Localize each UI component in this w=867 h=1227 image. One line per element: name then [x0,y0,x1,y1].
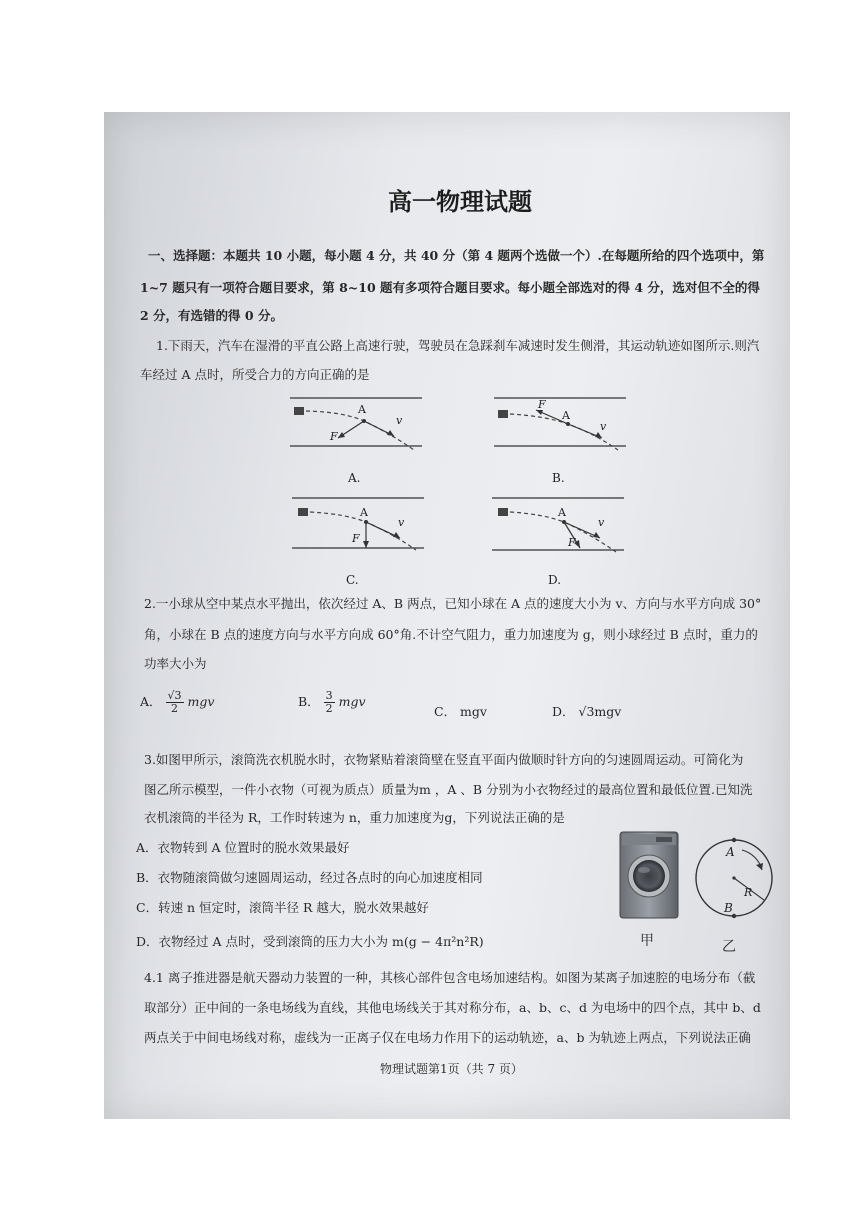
q1-figure-c-point-label: A [360,506,368,519]
figure-yi-label: 乙 [722,939,736,955]
q3-option-c: C．转速 n 恒定时，滚筒半径 R 越大，脱水效果越好 [136,900,429,915]
q1-figure-a-force-label: F [330,430,338,443]
q3-option-b: B．衣物随滚筒做匀速圆周运动，经过各点时的向心加速度相同 [136,870,483,885]
washing-machine-image [618,830,680,920]
q2-text-line-1: 2.一小球从空中某点水平抛出，依次经过 A、B 两点，已知小球在 A 点的速度大小为 v、方向与水平方向成 30° [144,596,762,611]
q1-figure-c-caption: C. [346,573,359,587]
q1-figure-d-force-label: F [568,536,576,549]
circle-point-a-label: A [726,845,735,859]
q1-figure-a [286,390,426,486]
q1-figure-d-point-label: A [558,506,566,519]
q1-figure-c [288,492,428,588]
q2-option-a: A． $\frac{√3}{2}$ mgv [140,689,215,715]
q3-text-line-2: 图乙所示模型，一件小衣物（可视为质点）质量为m ，A 、B 分别为小衣物经过的最高位置和最低位置.已知洗 [144,782,753,797]
circle-radius-label: R [744,886,753,899]
section-instruction-line-1: 一、选择题：本题共 10 小题，每小题 4 分，共 40 分（第 4 题两个选做一个）.在每题所给的四个选项中，第 [148,248,765,263]
q1-figure-a-point-label: A [358,403,366,416]
q3-text-line-1: 3.如图甲所示，滚筒洗衣机脱水时，衣物紧贴着滚筒壁在竖直平面内做顺时针方向的匀速圆周运动。可简化为 [144,752,744,767]
exam-page [104,112,790,1119]
figure-jia-label: 甲 [640,933,654,949]
q1-figure-b [490,390,630,486]
page-footer: 物理试题第1页（共 7 页） [380,1062,523,1076]
q3-text-line-3: 衣机滚筒的半径为 R，工作时转速为 n，重力加速度为g，下列说法正确的是 [144,810,565,825]
q4-text-line-1: 4.1 离子推进器是航天器动力装置的一种，其核心部件包含电场加速结构。如图为某离子加速腔的电场分布（截 [144,970,756,985]
q2-option-c: C． mgv [434,704,487,719]
q3-option-d: D．衣物经过 A 点时，受到滚筒的压力大小为 m(g − 4π²n²R) [136,934,484,949]
q2-text-line-3: 功率大小为 [144,656,207,671]
q2-text-line-2: 角，小球在 B 点的速度方向与水平方向成 60°角.不计空气阻力，重力加速度为 g，则小球经过 B 点时，重力的 [144,627,758,642]
q1-figure-a-caption: A. [348,471,361,485]
q1-figure-b-caption: B. [552,471,565,485]
section-instruction-line-2: 1~7 题只有一项符合题目要求，第 8~10 题有多项符合题目要求。每小题全部选对的得 4 分，选对但不全的得 [140,280,760,295]
q3-option-a: A．衣物转到 A 位置时的脱水效果最好 [136,840,350,855]
q1-figure-d-velocity-label: v [598,516,605,529]
q1-figure-c-force-label: F [352,532,360,545]
q2-option-d: D． √3mgv [552,704,622,719]
circle-point-b-label: B [724,901,733,915]
q4-text-line-2: 取部分）正中间的一条电场线为直线，其他电场线关于其对称分布，a、b、c、d 为电场中的四个点，其中 b、d [144,1000,761,1015]
q1-text-line-2: 车经过 A 点时，所受合力的方向正确的是 [140,367,370,382]
drum-circle-diagram [692,834,776,926]
q1-figure-b-velocity-label: v [600,420,607,433]
q1-figure-d [488,492,628,588]
q4-text-line-3: 两点关于中间电场线对称，虚线为一正离子仅在电场力作用下的运动轨迹，a、b 为轨迹上两点，下列说法正确 [144,1030,751,1045]
q1-figure-b-point-label: A [562,409,570,422]
q1-figure-b-force-label: F [538,398,546,411]
q1-text-line-1: 1.下雨天，汽车在湿滑的平直公路上高速行驶，驾驶员在急踩刹车减速时发生侧滑，其运动轨迹如图所示.则汽 [156,338,760,353]
q1-figure-a-velocity-label: v [396,414,403,427]
page-title: 高一物理试题 [388,188,532,216]
section-instruction-line-3: 2 分，有选错的得 0 分。 [140,308,283,323]
q2-option-b: B． $\frac{3}{2}$ mgv [298,689,366,715]
q1-figure-c-velocity-label: v [398,516,405,529]
q1-figure-d-caption: D. [548,573,562,587]
